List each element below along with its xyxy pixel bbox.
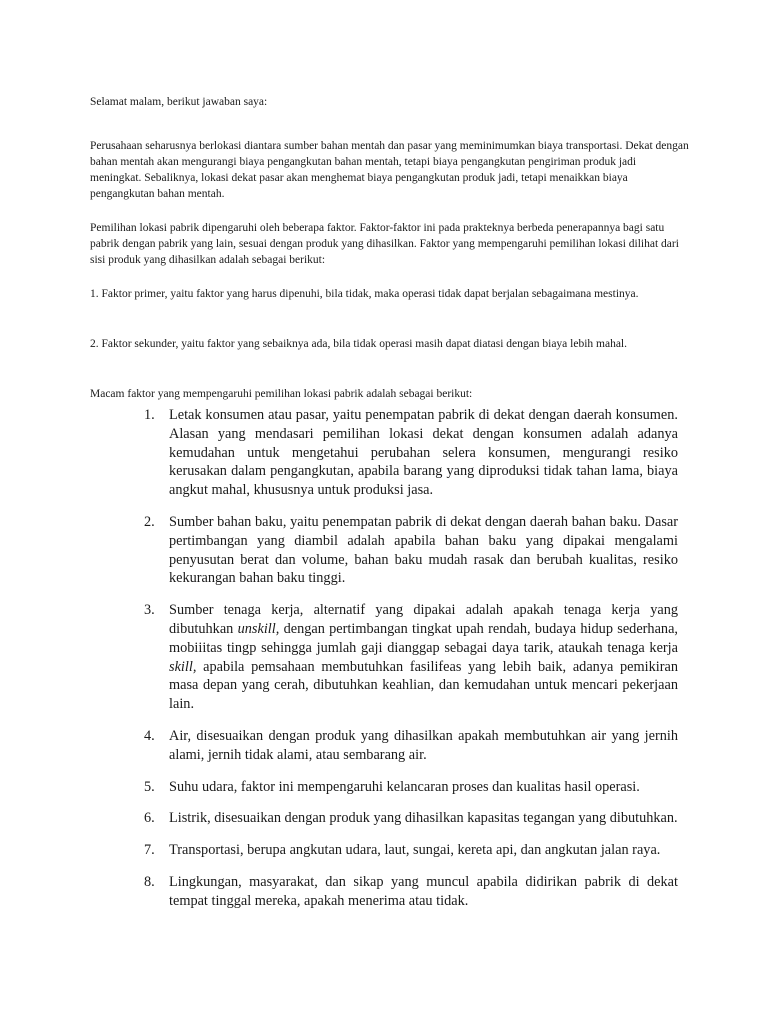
list-item <box>138 727 678 765</box>
paragraph-list-intro: Macam faktor yang mempengaruhi pemilihan lokasi pabrik adalah sebagai berikut: <box>90 387 473 400</box>
paragraph-factors: Pemilihan lokasi pabrik dipengaruhi oleh beberapa faktor. Faktor-faktor ini pada prakteknya berbeda penerapannya bagi satu pabrik dengan pabrik yang lain, sesuai dengan produk yang dihasilkan. Faktor yang mempengaruhi pemilihan lokasi dilihat dari sisi produk yang dihasilkan adalah sebagai berikut: <box>90 221 679 266</box>
list-text: Air, disesuaikan dengan produk yang dihasilkan apakah membutuhkan air yang jernih alami, jernih tidak alami, atau sembarang air. <box>169 727 678 763</box>
paragraph-secondary-factor: 2. Faktor sekunder, yaitu faktor yang sebaiknya ada, bila tidak operasi masih dapat diatasi dengan biaya lebih mahal. <box>90 337 627 350</box>
list-text: Letak konsumen atau pasar, yaitu penempatan pabrik di dekat dengan daerah konsumen. Alasan yang mendasari pemilihan lokasi dekat dengan konsumen adalah adanya kemudahan untuk mengetahui perubahan selera konsumen, mengurangi resiko kerusakan dalam pengangkutan, apabila barang yang diproduksi tidak tahan lama, biaya angkut mahal, khususnya untuk produksi jasa. <box>169 407 678 499</box>
list-number: 5. <box>144 778 155 795</box>
list-text-part: Sumber tenaga kerja, alternatif yang dipakai adalah apakah tenaga kerja yang dibutuhkan <box>169 602 678 637</box>
list-text <box>169 601 678 714</box>
list-item <box>138 778 678 797</box>
italic-term-skill: skill, <box>169 658 197 675</box>
list-number: 1. <box>144 407 155 423</box>
list-text: Sumber bahan baku, yaitu penempatan pabrik di dekat dengan daerah bahan baku. Dasar pertimbangan yang diambil adalah apabila bahan baku yang dipakai mengalami penyusutan berat dan volume, bahan baku mudah rasak dan berubah kualitas, resiko kekurangan bahan baku tinggi. <box>169 513 678 587</box>
paragraph-primary-factor: 1. Faktor primer, yaitu faktor yang harus dipenuhi, bila tidak, maka operasi tidak dapat berjalan sebagaimana mestinya. <box>90 287 639 300</box>
list-item <box>138 601 678 714</box>
list-item <box>138 809 678 828</box>
list-item <box>138 873 678 911</box>
list-number: 7. <box>144 842 155 859</box>
list-text-part: dengan pertimbangan tingkat upah rendah, budaya hidup sederhana, mobiiitas tingp sehingga jumlah gaji dianggap sebagai daya tarik, ataukah tenaga kerja <box>169 620 678 656</box>
paragraph-location: Perusahaan seharusnya berlokasi diantara sumber bahan mentah dan pasar yang meminimumkan biaya transportasi. Dekat dengan bahan mentah akan mengurangi biaya pengangkutan bahan mentah, tetapi biaya pengangkutan pengiriman produk jadi meningkat. Sebaliknya, lokasi dekat pasar akan menghemat biaya pengangkutan produk jadi, tetapi menaikkan biaya pengangkutan bahan mentah. <box>90 139 689 200</box>
list-text: Suhu udara, faktor ini mempengaruhi kelancaran proses dan kualitas hasil operasi. <box>169 778 640 795</box>
factor-list <box>138 406 678 924</box>
list-number: 2. <box>144 513 155 530</box>
list-text: Transportasi, berupa angkutan udara, laut, sungai, kereta api, dan angkutan jalan raya. <box>169 842 661 859</box>
list-text: Lingkungan, masyarakat, dan sikap yang muncul apabila didirikan pabrik di dekat tempat tinggal mereka, apakah menerima atau tidak. <box>169 873 678 909</box>
list-text: Listrik, disesuaikan dengan produk yang dihasilkan kapasitas tegangan yang dibutuhkan. <box>169 810 678 827</box>
list-item <box>138 513 678 588</box>
list-number: 3. <box>144 602 155 619</box>
list-text-part: apabila pemsahaan membutuhkan fasilifeas yang lebih baik, adanya pemikiran masa depan yang cerah, dibutuhkan keahlian, dan kemudahan untuk mencari pekerjaan lain. <box>169 658 678 713</box>
list-number: 8. <box>144 873 155 890</box>
list-number: 6. <box>144 810 155 827</box>
list-number: 4. <box>144 727 155 744</box>
list-item <box>138 406 678 500</box>
greeting: Selamat malam, berikut jawaban saya: <box>90 96 268 108</box>
list-item <box>138 841 678 860</box>
italic-term-unskill: unskill, <box>237 620 280 637</box>
